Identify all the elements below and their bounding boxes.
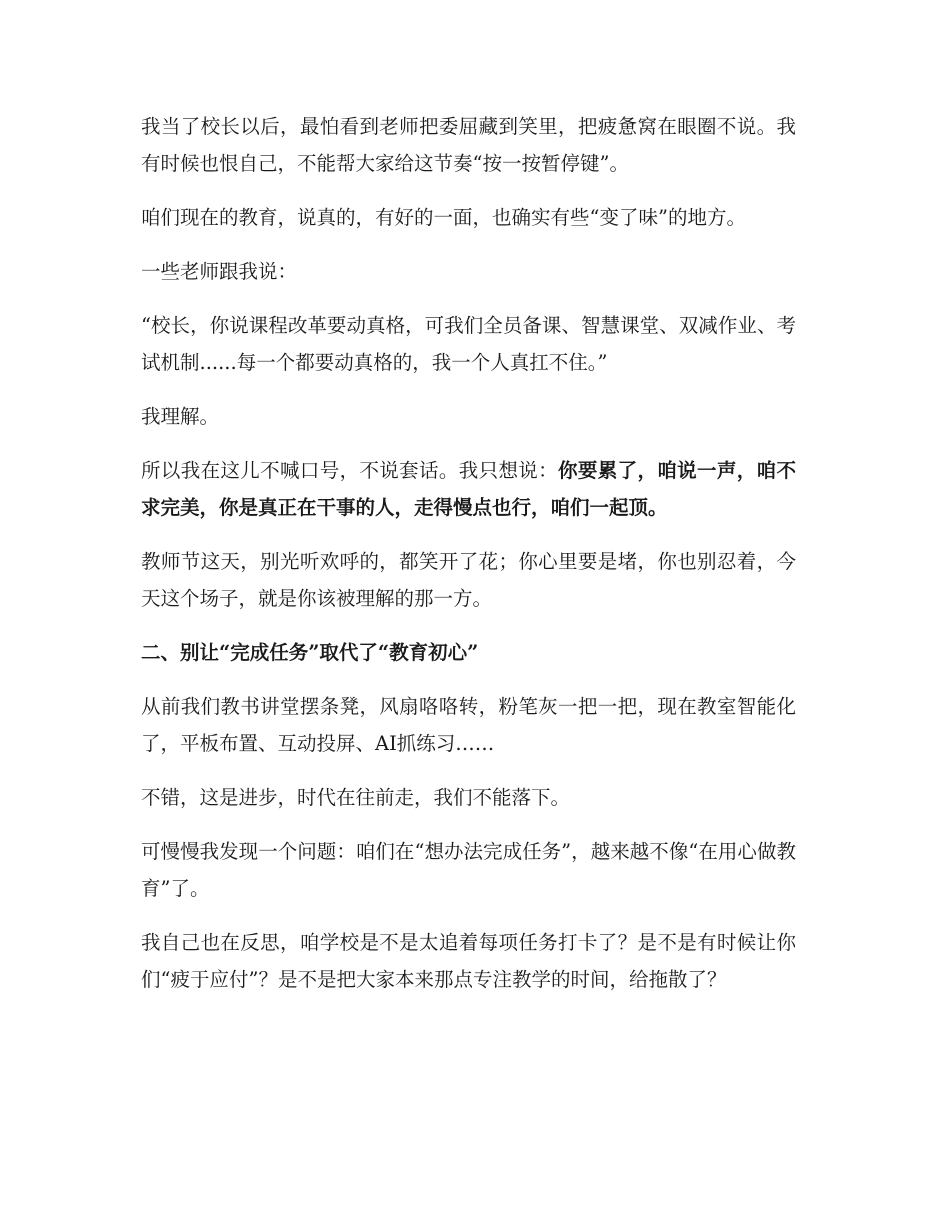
document-body <box>141 108 796 1015</box>
paragraph-teachers-say <box>141 253 796 290</box>
paragraph-teachers-day <box>141 543 796 617</box>
paragraph-text: 不错，这是进步，时代在往前走，我们不能落下。 <box>141 786 571 809</box>
section-heading: 二、别让“完成任务”取代了“教育初心” <box>141 641 479 664</box>
paragraph-education-changed <box>141 199 796 236</box>
paragraph-bold-text: 你要累了，咱说一声，咱不求完美，你是真正在干事的人，走得慢点也行，咱们一起顶。 <box>141 459 796 519</box>
paragraph-text: 可慢慢我发现一个问题：咱们在“想办法完成任务”，越来越不像“在用心做教育”了。 <box>141 840 796 900</box>
paragraph-reflection <box>141 924 796 998</box>
paragraph-no-slogans <box>141 452 796 526</box>
paragraph-principal-worry <box>141 108 796 182</box>
paragraph-text: 咱们现在的教育，说真的，有好的一面，也确实有些“变了味”的地方。 <box>141 206 746 229</box>
paragraph-text: “校长，你说课程改革要动真格，可我们全员备课、智慧课堂、双减作业、考试机制......每一个都要动真格的，我一个人真扛不住。” <box>141 314 796 374</box>
paragraph-teacher-quote <box>141 307 796 381</box>
paragraph-classroom-past <box>141 688 796 762</box>
paragraph-text: 所以我在这儿不喊口号，不说套话。我只想说： <box>141 459 559 482</box>
paragraph-text: 一些老师跟我说： <box>141 260 298 283</box>
paragraph-progress <box>141 779 796 816</box>
paragraph-text: 我当了校长以后，最怕看到老师把委屈藏到笑里，把疲惫窝在眼圈不说。我有时候也恨自己，不能帮大家给这节奏“按一按暂停键”。 <box>141 115 796 175</box>
paragraph-text: 从前我们教书讲堂摆条凳，风扇咯咯转，粉笔灰一把一把，现在教室智能化了，平板布置、互动投屏、AI抓练习…… <box>141 695 796 755</box>
paragraph-text: 我自己也在反思，咱学校是不是太追着每项任务打卡了？是不是有时候让你们“疲于应付”？是不是把大家本来那点专注教学的时间，给拖散了？ <box>141 931 796 991</box>
paragraph-text: 教师节这天，别光听欢呼的，都笑开了花；你心里要是堵，你也别忍着，今天这个场子，就是你该被理解的那一方。 <box>141 550 796 610</box>
paragraph-text: 我理解。 <box>141 405 220 428</box>
paragraph-problem <box>141 833 796 907</box>
paragraph-understand <box>141 398 796 435</box>
